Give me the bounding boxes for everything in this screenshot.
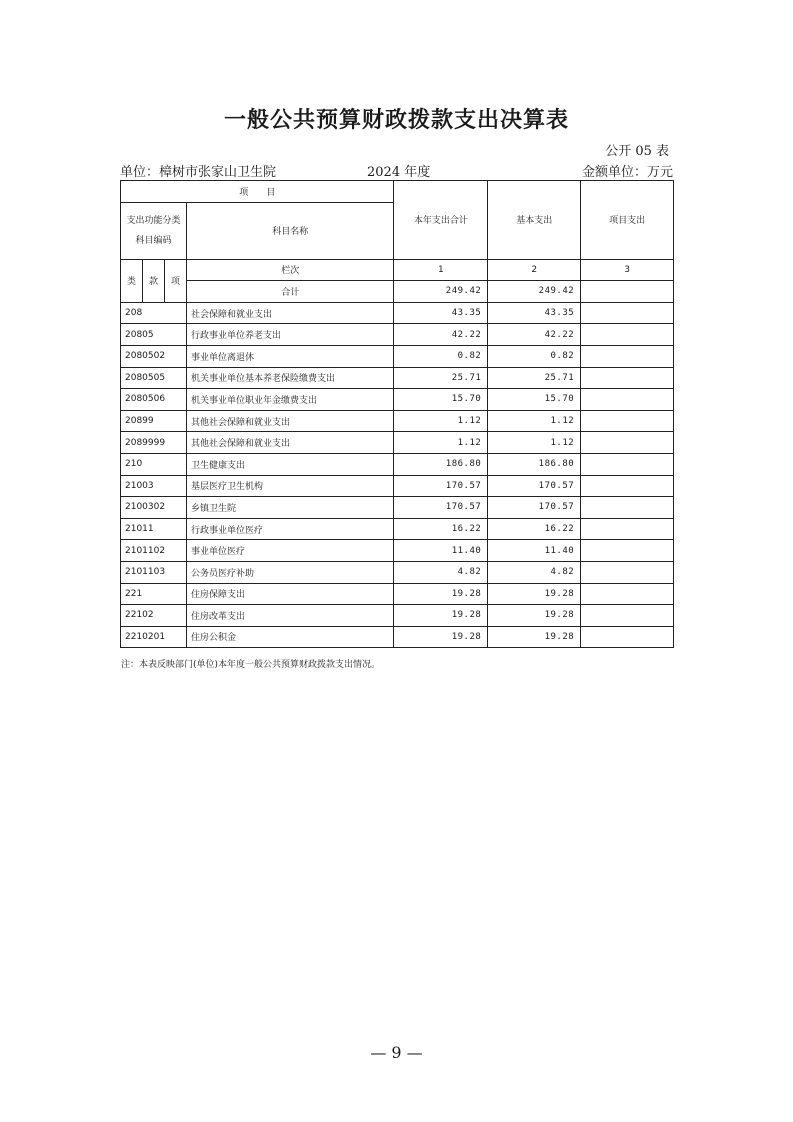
table-note: 注：本表反映部门(单位)本年度一般公共预算财政拨款支出情况。 [121,660,381,670]
row-name: 卫生健康支出 [186,453,393,475]
row-code: 20805 [121,324,187,346]
table-row [121,583,674,605]
row-code: 221 [121,583,187,605]
row-name: 公务员医疗补助 [186,561,393,583]
row-name: 行政事业单位医疗 [186,518,393,540]
row-total: 42.22 [394,324,488,346]
row-name: 乡镇卫生院 [186,497,393,519]
row-basic: 16.22 [488,518,581,540]
row-total: 43.35 [394,302,488,324]
row-name: 其他社会保障和就业支出 [186,410,393,432]
sum-project [581,281,674,303]
row-code: 2100302 [121,497,187,519]
table-row [121,432,674,454]
row-project [581,561,674,583]
header-project: 项 目 [121,181,394,203]
row-name: 其他社会保障和就业支出 [186,432,393,454]
page-number: — 9 — [370,1043,423,1062]
header-lei: 类 [121,259,143,302]
row-name: 基层医疗卫生机构 [186,475,393,497]
column-number-1: 1 [394,259,488,281]
row-code: 2089999 [121,432,187,454]
page-title: 一般公共预算财政拨款支出决算表 [223,108,569,133]
row-code: 20899 [121,410,187,432]
row-code: 21011 [121,518,187,540]
table-row [121,561,674,583]
table-row [121,389,674,411]
row-total: 4.82 [394,561,488,583]
row-name: 事业单位医疗 [186,540,393,562]
header-basic: 基本支出 [488,181,581,260]
row-code: 2210201 [121,626,187,648]
row-basic: 19.28 [488,605,581,627]
row-code: 2080506 [121,389,187,411]
table-row [121,453,674,475]
row-code: 2101103 [121,561,187,583]
row-code: 210 [121,453,187,475]
row-basic: 1.12 [488,432,581,454]
sum-total: 249.42 [394,281,488,303]
row-basic: 43.35 [488,302,581,324]
row-total: 11.40 [394,540,488,562]
row-name: 机关事业单位职业年金缴费支出 [186,389,393,411]
row-basic: 1.12 [488,410,581,432]
row-basic: 19.28 [488,583,581,605]
unit-label: 单位：樟树市张家山卫生院 [120,165,277,180]
column-label: 栏次 [186,259,393,281]
row-project [581,540,674,562]
row-code: 2101102 [121,540,187,562]
amount-unit-label: 金额单位：万元 [581,165,673,180]
header-name: 科目名称 [186,202,393,259]
header-kuan: 款 [142,259,164,302]
row-total: 15.70 [394,389,488,411]
row-basic: 19.28 [488,626,581,648]
row-total: 16.22 [394,518,488,540]
row-project [581,497,674,519]
row-total: 25.71 [394,367,488,389]
row-project [581,475,674,497]
sum-label: 合计 [186,281,393,303]
row-basic: 4.82 [488,561,581,583]
table-row [121,302,674,324]
table-row [121,324,674,346]
table-row [121,345,674,367]
row-project [581,410,674,432]
table-row [121,605,674,627]
row-basic: 170.57 [488,475,581,497]
row-project [581,626,674,648]
column-number-2: 2 [488,259,581,281]
row-total: 170.57 [394,497,488,519]
row-total: 186.80 [394,453,488,475]
row-name: 机关事业单位基本养老保险缴费支出 [186,367,393,389]
row-project [581,345,674,367]
row-basic: 170.57 [488,497,581,519]
row-code: 22102 [121,605,187,627]
column-number-3: 3 [581,259,674,281]
row-project [581,605,674,627]
row-code: 2080502 [121,345,187,367]
table-row [121,626,674,648]
row-project [581,518,674,540]
row-name: 住房保障支出 [186,583,393,605]
row-project [581,583,674,605]
row-project [581,453,674,475]
row-basic: 11.40 [488,540,581,562]
form-number: 公开 05 表 [605,144,669,159]
table-row [121,497,674,519]
row-name: 住房改革支出 [186,605,393,627]
row-code: 2080505 [121,367,187,389]
row-total: 1.12 [394,432,488,454]
row-total: 19.28 [394,626,488,648]
row-total: 1.12 [394,410,488,432]
header-project-expenditure: 项目支出 [581,181,674,260]
row-basic: 42.22 [488,324,581,346]
table-row [121,540,674,562]
row-project [581,367,674,389]
row-total: 170.57 [394,475,488,497]
row-basic: 0.82 [488,345,581,367]
expenditure-table [120,180,674,648]
table-row [121,367,674,389]
row-basic: 15.70 [488,389,581,411]
row-project [581,389,674,411]
table-row [121,518,674,540]
row-total: 19.28 [394,605,488,627]
year-label: 2024 年度 [367,165,431,180]
row-project [581,432,674,454]
sum-basic: 249.42 [488,281,581,303]
table-row [121,475,674,497]
row-code: 208 [121,302,187,324]
row-name: 社会保障和就业支出 [186,302,393,324]
row-basic: 186.80 [488,453,581,475]
row-total: 19.28 [394,583,488,605]
row-name: 住房公积金 [186,626,393,648]
row-code: 21003 [121,475,187,497]
row-name: 事业单位离退休 [186,345,393,367]
row-total: 0.82 [394,345,488,367]
row-project [581,324,674,346]
table-row [121,410,674,432]
row-basic: 25.71 [488,367,581,389]
unit-line [120,161,673,179]
header-xiang: 项 [164,259,186,302]
row-name: 行政事业单位养老支出 [186,324,393,346]
header-total: 本年支出合计 [394,181,488,260]
header-code-group: 支出功能分类科目编码 [121,202,187,259]
row-project [581,302,674,324]
